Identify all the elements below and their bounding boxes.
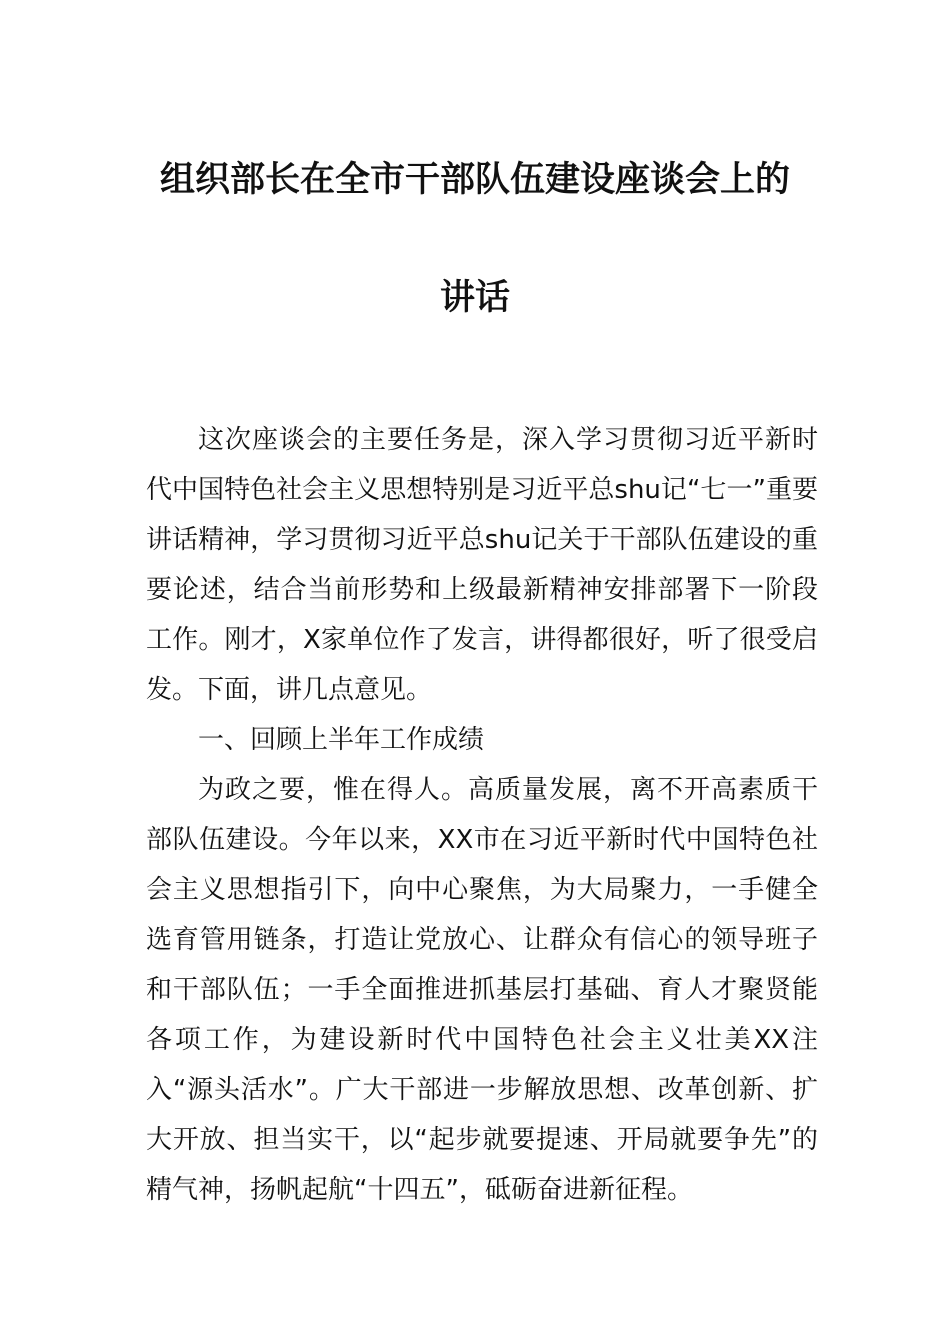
paragraph-intro: 这次座谈会的主要任务是，深入学习贯彻习近平新时代中国特色社会主义思想特别是习近平总shu记“七一”重要讲话精神，学习贯彻习近平总shu记关于干部队伍建设的重要论述，结合当前形势和上级最新精神安排部署下一阶段工作。刚才，X家单位作了发言，讲得都很好，听了很受启发。下面，讲几点意见。 (146, 425, 818, 705)
paragraph-review: 为政之要，惟在得人。高质量发展，离不开高素质干部队伍建设。今年以来，XX市在习近平新时代中国特色社会主义思想指引下，向中心聚焦，为大局聚力，一手健全选育管用链条，打造让党放心、让群众有信心的领导班子和干部队伍；一手全面推进抓基层打基础、育人才聚贤能各项工作，为建设新时代中国特色社会主义壮美XX注入“源头活水”。广大干部进一步解放思想、改革创新、扩大开放、担当实干，以“起步就要提速、开局就要争先”的精气神，扬帆起航“十四五”，砥砺奋进新征程。 (146, 775, 818, 1205)
document-body (146, 415, 818, 1215)
section-heading-1: 一、回顾上半年工作成绩 (198, 725, 485, 755)
document-title-line-1: 组织部长在全市干部队伍建设座谈会上的 (159, 160, 790, 200)
document-title-line-2: 讲话 (439, 278, 510, 318)
